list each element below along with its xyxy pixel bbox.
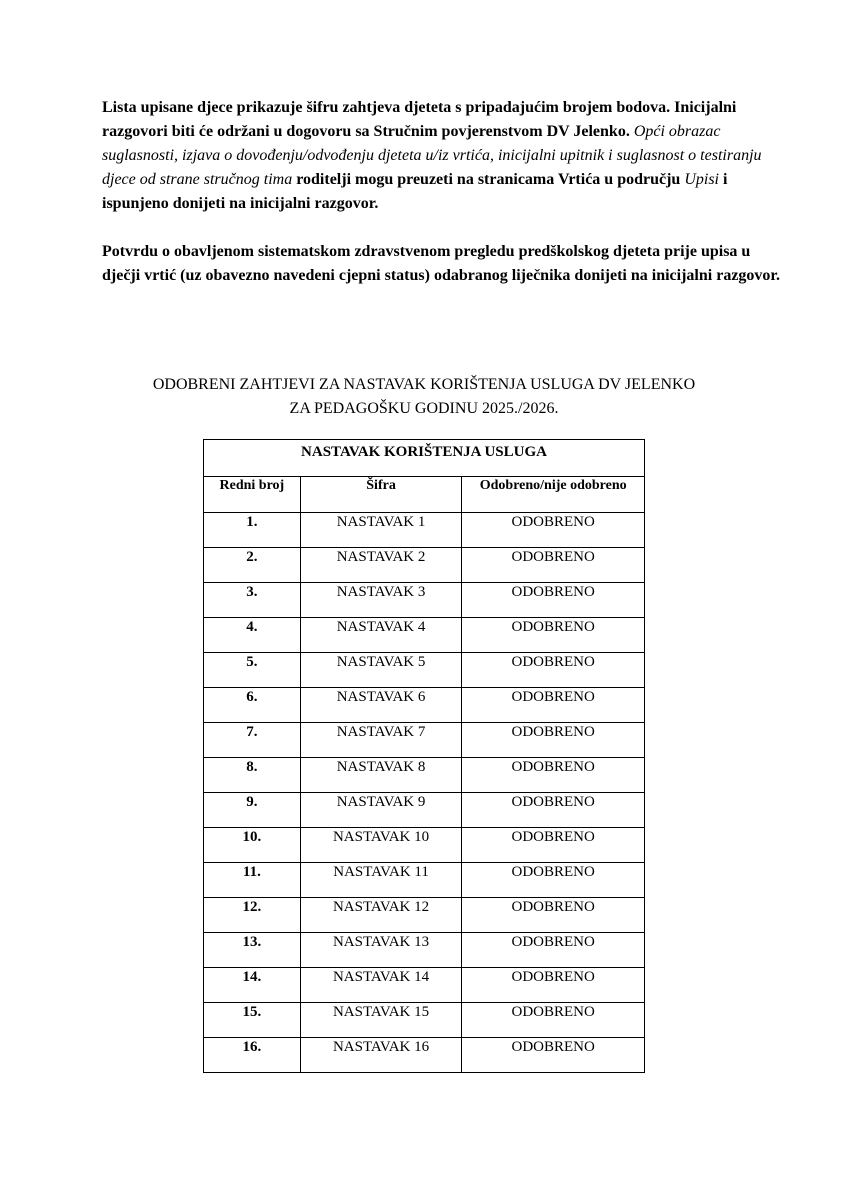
row-number: 13. <box>204 933 301 968</box>
row-code: NASTAVAK 5 <box>300 653 462 688</box>
row-code: NASTAVAK 7 <box>300 723 462 758</box>
row-status: ODOBRENO <box>462 863 645 898</box>
row-code: NASTAVAK 2 <box>300 548 462 583</box>
row-status: ODOBRENO <box>462 1003 645 1038</box>
row-status: ODOBRENO <box>462 723 645 758</box>
row-number: 12. <box>204 898 301 933</box>
table-body <box>204 513 645 1073</box>
row-status: ODOBRENO <box>462 898 645 933</box>
row-number: 11. <box>204 863 301 898</box>
row-number: 10. <box>204 828 301 863</box>
row-code: NASTAVAK 10 <box>300 828 462 863</box>
table-row <box>204 583 645 618</box>
intro-upisi-italic: Upisi <box>684 171 719 188</box>
row-number: 2. <box>204 548 301 583</box>
table-row <box>204 968 645 1003</box>
table-header-row <box>204 477 645 513</box>
approved-requests-table <box>203 439 645 1073</box>
table-row <box>204 548 645 583</box>
row-status: ODOBRENO <box>462 513 645 548</box>
row-code: NASTAVAK 3 <box>300 583 462 618</box>
row-status: ODOBRENO <box>462 688 645 723</box>
table-row <box>204 793 645 828</box>
row-code: NASTAVAK 8 <box>300 758 462 793</box>
table-row <box>204 863 645 898</box>
heading-line-1: ODOBRENI ZAHTJEVI ZA NASTAVAK KORIŠTENJA USLUGA DV JELENKO <box>152 376 696 393</box>
table-row <box>204 933 645 968</box>
table-row <box>204 513 645 548</box>
row-status: ODOBRENO <box>462 548 645 583</box>
intro-text-part: Lista upisane djece prikazuje šifru zahtjeva djeteta s pripadajućim brojem bodova. Inicijalni razgovori biti će održani u dogovoru sa Stručnim povjerenstvom DV Jelenko. <box>102 99 737 140</box>
table-title: NASTAVAK KORIŠTENJA USLUGA <box>204 440 645 477</box>
table-row <box>204 618 645 653</box>
table-row <box>204 653 645 688</box>
intro-paragraph-1 <box>102 96 782 216</box>
row-code: NASTAVAK 14 <box>300 968 462 1003</box>
column-header-sifra: Šifra <box>300 477 462 513</box>
row-code: NASTAVAK 16 <box>300 1038 462 1073</box>
row-code: NASTAVAK 12 <box>300 898 462 933</box>
row-number: 4. <box>204 618 301 653</box>
row-code: NASTAVAK 11 <box>300 863 462 898</box>
page-heading <box>0 373 848 421</box>
row-number: 9. <box>204 793 301 828</box>
row-status: ODOBRENO <box>462 793 645 828</box>
table-row <box>204 758 645 793</box>
table-row <box>204 1038 645 1073</box>
intro-forms-italic: Opći obrazac suglasnosti, izjava o dovođenju/odvođenju djeteta u/iz vrtića, inicijalni upitnik i suglasnost o testiranju djece od strane stručnog tima <box>102 123 762 188</box>
row-code: NASTAVAK 1 <box>300 513 462 548</box>
row-number: 1. <box>204 513 301 548</box>
table-row <box>204 898 645 933</box>
table-row <box>204 1003 645 1038</box>
intro-text-part: i ispunjeno donijeti na inicijalni razgovor. <box>102 171 728 212</box>
row-status: ODOBRENO <box>462 583 645 618</box>
row-number: 15. <box>204 1003 301 1038</box>
row-number: 7. <box>204 723 301 758</box>
row-status: ODOBRENO <box>462 653 645 688</box>
column-header-redni-broj: Redni broj <box>204 477 301 513</box>
row-status: ODOBRENO <box>462 1038 645 1073</box>
intro-paragraph-2: Potvrdu o obavljenom sistematskom zdravstvenom pregledu predškolskog djeteta prije upisa u dječji vrtić (uz obavezno navedeni cjepni status) odabranog liječnika donijeti na inicijalni razgovor. <box>102 243 781 284</box>
row-code: NASTAVAK 6 <box>300 688 462 723</box>
heading-line-2: ZA PEDAGOŠKU GODINU 2025./2026. <box>289 400 559 417</box>
row-status: ODOBRENO <box>462 828 645 863</box>
row-number: 6. <box>204 688 301 723</box>
row-code: NASTAVAK 9 <box>300 793 462 828</box>
table-row <box>204 688 645 723</box>
row-number: 14. <box>204 968 301 1003</box>
row-number: 8. <box>204 758 301 793</box>
row-number: 5. <box>204 653 301 688</box>
row-number: 16. <box>204 1038 301 1073</box>
table-row <box>204 723 645 758</box>
row-status: ODOBRENO <box>462 618 645 653</box>
table-row <box>204 828 645 863</box>
intro-text <box>102 96 782 288</box>
row-code: NASTAVAK 4 <box>300 618 462 653</box>
intro-text-part: roditelji mogu preuzeti na stranicama Vrtića u području <box>292 171 685 188</box>
row-number: 3. <box>204 583 301 618</box>
row-status: ODOBRENO <box>462 758 645 793</box>
column-header-odobreno: Odobreno/nije odobreno <box>462 477 645 513</box>
row-code: NASTAVAK 15 <box>300 1003 462 1038</box>
row-code: NASTAVAK 13 <box>300 933 462 968</box>
row-status: ODOBRENO <box>462 968 645 1003</box>
row-status: ODOBRENO <box>462 933 645 968</box>
